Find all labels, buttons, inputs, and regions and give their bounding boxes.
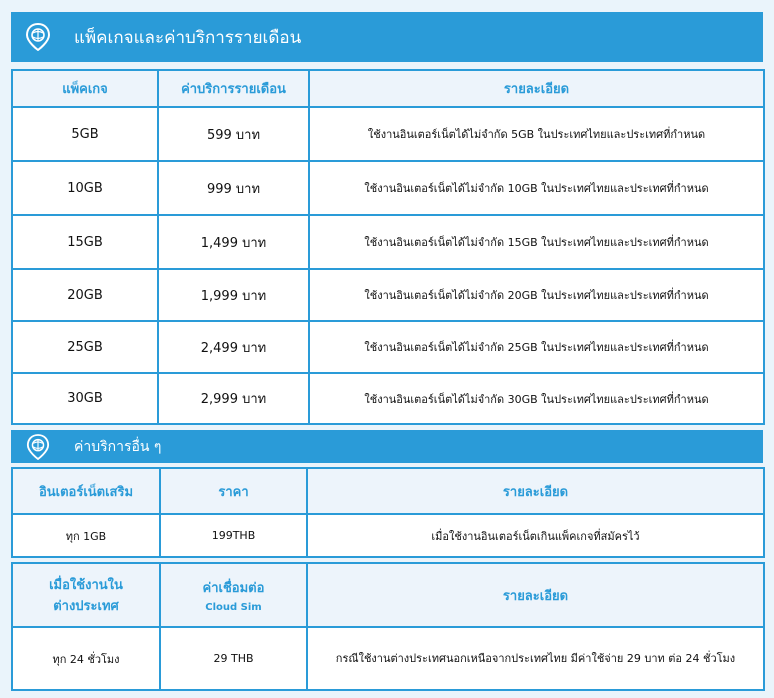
section1-title: แพ็คเกจและค่าบริการรายเดือน <box>74 27 302 48</box>
package-cell: 25GB <box>12 321 158 373</box>
price-cell: 1,999 บาท <box>158 269 309 321</box>
globe-pin-icon <box>24 23 52 51</box>
header-price: ราคา <box>160 468 307 514</box>
price-cell: 29 THB <box>160 627 307 690</box>
table-row <box>12 161 764 215</box>
table-header-row <box>12 70 764 107</box>
price-cell: 199THB <box>160 514 307 557</box>
price-cell: 1,499 บาท <box>158 215 309 269</box>
package-table <box>11 69 765 425</box>
extra-data-table <box>11 467 765 558</box>
price-cell: 2,499 บาท <box>158 321 309 373</box>
package-cell: 10GB <box>12 161 158 215</box>
detail-cell: ใช้งานอินเตอร์เน็ตได้ไม่จำกัด 10GB ในประเทศไทยและประเทศที่กำหนด <box>309 161 764 215</box>
header-abroad-line1: เมื่อใช้งานใน <box>49 578 123 593</box>
header-abroad-line2: ต่างประเทศ <box>53 599 119 614</box>
price-cell: 599 บาท <box>158 107 309 161</box>
header-connection-fee <box>160 563 307 627</box>
header-detail: รายละเอียด <box>307 563 764 627</box>
detail-cell: ใช้งานอินเตอร์เน็ตได้ไม่จำกัด 15GB ในประเทศไทยและประเทศที่กำหนด <box>309 215 764 269</box>
header-extra-internet: อินเตอร์เน็ตเสริม <box>12 468 160 514</box>
package-cell: 20GB <box>12 269 158 321</box>
roaming-table <box>11 562 765 691</box>
table-header-row <box>12 468 764 514</box>
header-cloud-sim: Cloud Sim <box>205 602 262 613</box>
section2-title: ค่าบริการอื่น ๆ <box>74 438 162 455</box>
price-cell: 999 บาท <box>158 161 309 215</box>
header-package: แพ็คเกจ <box>12 70 158 107</box>
table-row <box>12 321 764 373</box>
detail-cell: เมื่อใช้งานอินเตอร์เน็ตเกินแพ็คเกจที่สมัครไว้ <box>307 514 764 557</box>
header-connection-fee-line1: ค่าเชื่อมต่อ <box>202 581 265 596</box>
price-cell: 2,999 บาท <box>158 373 309 424</box>
header-detail: รายละเอียด <box>309 70 764 107</box>
package-cell: 15GB <box>12 215 158 269</box>
table-row <box>12 514 764 557</box>
table-row <box>12 269 764 321</box>
package-cell: 30GB <box>12 373 158 424</box>
table-row <box>12 373 764 424</box>
unit-cell: ทุก 1GB <box>12 514 160 557</box>
table-row <box>12 107 764 161</box>
unit-cell: ทุก 24 ชั่วโมง <box>12 627 160 690</box>
globe-pin-icon <box>24 433 52 461</box>
detail-cell: กรณีใช้งานต่างประเทศนอกเหนือจากประเทศไทย มีค่าใช้จ่าย 29 บาท ต่อ 24 ชั่วโมง <box>307 627 764 690</box>
header-monthly-fee: ค่าบริการรายเดือน <box>158 70 309 107</box>
table-row <box>12 215 764 269</box>
table-header-row <box>12 563 764 627</box>
detail-cell: ใช้งานอินเตอร์เน็ตได้ไม่จำกัด 5GB ในประเทศไทยและประเทศที่กำหนด <box>309 107 764 161</box>
detail-cell: ใช้งานอินเตอร์เน็ตได้ไม่จำกัด 20GB ในประเทศไทยและประเทศที่กำหนด <box>309 269 764 321</box>
package-cell: 5GB <box>12 107 158 161</box>
table-row <box>12 627 764 690</box>
detail-cell: ใช้งานอินเตอร์เน็ตได้ไม่จำกัด 25GB ในประเทศไทยและประเทศที่กำหนด <box>309 321 764 373</box>
header-abroad <box>12 563 160 627</box>
header-detail: รายละเอียด <box>307 468 764 514</box>
section2-banner <box>11 430 763 463</box>
section1-banner <box>11 12 763 62</box>
detail-cell: ใช้งานอินเตอร์เน็ตได้ไม่จำกัด 30GB ในประเทศไทยและประเทศที่กำหนด <box>309 373 764 424</box>
